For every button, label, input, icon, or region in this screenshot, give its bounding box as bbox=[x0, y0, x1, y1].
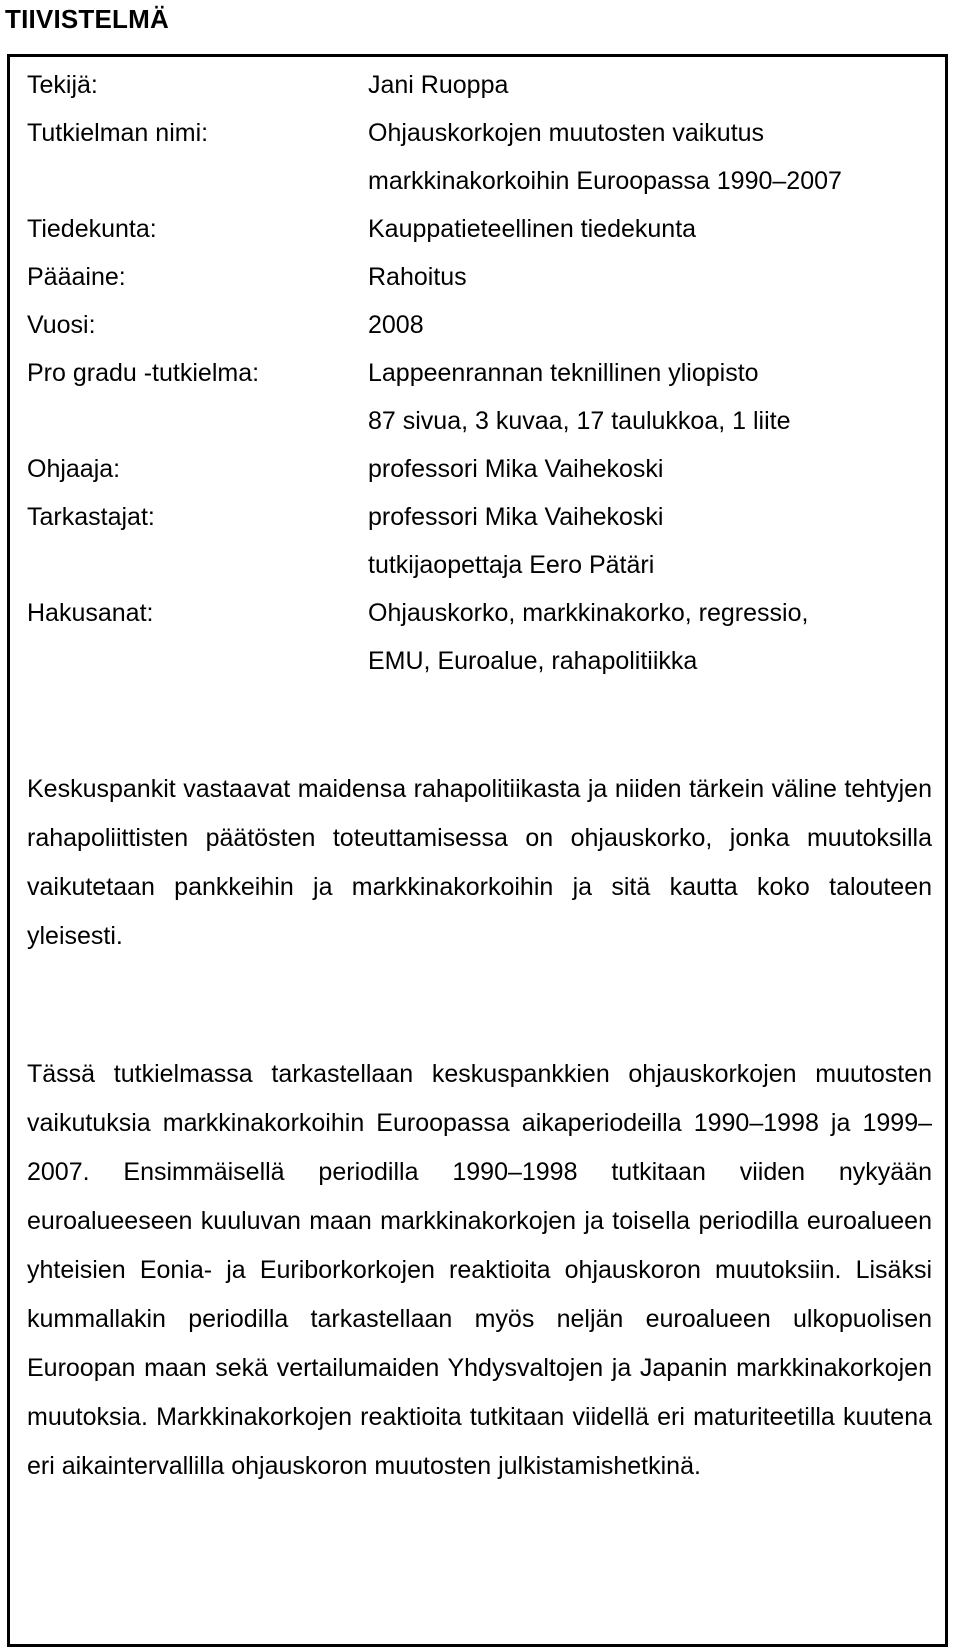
meta-label: Tiedekunta: bbox=[27, 215, 157, 243]
meta-row-thesis-title-cont bbox=[10, 157, 945, 206]
meta-row-faculty bbox=[10, 205, 945, 254]
page-title: TIIVISTELMÄ bbox=[5, 4, 169, 34]
meta-label: Pääaine: bbox=[27, 263, 126, 291]
abstract-box bbox=[7, 54, 948, 1647]
meta-row-thesis-title bbox=[10, 109, 945, 158]
abstract-paragraph: Keskuspankit vastaavat maidensa rahapolitiikasta ja niiden tärkein väline tehtyjen rahapoliittisten päätösten toteuttamisessa on ohjauskorko, jonka muutoksilla vaikutetaan pankkeihin ja markkinakorkoihin ja sitä kautta koko talouteen yleisesti. bbox=[27, 775, 932, 950]
meta-label: Tutkielman nimi: bbox=[27, 119, 209, 147]
meta-label: Hakusanat: bbox=[27, 599, 154, 627]
meta-value: markkinakorkoihin Euroopassa 1990–2007 bbox=[368, 167, 842, 195]
meta-value: EMU, Euroalue, rahapolitiikka bbox=[368, 647, 698, 675]
meta-row-author bbox=[10, 61, 945, 110]
meta-row-major bbox=[10, 253, 945, 302]
abstract-paragraph: Tässä tutkielmassa tarkastellaan keskuspankkien ohjauskorkojen muutosten vaikutuksia markkinakorkoihin Euroopassa aikaperiodeilla 1990–1998 ja 1999–2007. Ensimmäisellä periodilla 1990–1998 tutkitaan viiden nykyään euroalueeseen kuuluvan maan markkinakorkojen ja toisella periodilla euroalueen yhteisien Eonia- ja Euriborkorkojen reaktioita ohjauskoron muutoksiin. Lisäksi kummallakin periodilla tarkastellaan myös neljän euroalueen ulkopuolisen Euroopan maan sekä vertailumaiden Yhdysvaltojen ja Japanin markkinakorkojen muutoksia. Markkinakorkojen reaktioita tutkitaan viidellä eri maturiteetilla kuutena eri aikaintervallilla ohjauskoron muutosten julkistamishetkinä. bbox=[27, 1060, 932, 1480]
meta-value: professori Mika Vaihekoski bbox=[368, 455, 664, 483]
meta-row-thesis-type bbox=[10, 349, 945, 398]
meta-label: Pro gradu -tutkielma: bbox=[27, 359, 260, 387]
meta-row-examiners bbox=[10, 493, 945, 542]
meta-value: Lappeenrannan teknillinen yliopisto bbox=[368, 359, 759, 387]
meta-value: Rahoitus bbox=[368, 263, 467, 291]
meta-row-examiners-cont bbox=[10, 541, 945, 590]
meta-value: professori Mika Vaihekoski bbox=[368, 503, 664, 531]
meta-value: tutkijaopettaja Eero Pätäri bbox=[368, 551, 655, 579]
meta-row-keywords bbox=[10, 589, 945, 638]
meta-row-supervisor bbox=[10, 445, 945, 494]
meta-label: Ohjaaja: bbox=[27, 455, 121, 483]
meta-value: Ohjauskorko, markkinakorko, regressio, bbox=[368, 599, 809, 627]
meta-value: Jani Ruoppa bbox=[368, 71, 509, 99]
meta-value: 87 sivua, 3 kuvaa, 17 taulukkoa, 1 liite bbox=[368, 407, 791, 435]
meta-row-year bbox=[10, 301, 945, 350]
meta-value: Ohjauskorkojen muutosten vaikutus bbox=[368, 119, 765, 147]
meta-label: Tekijä: bbox=[27, 71, 98, 99]
meta-value: Kauppatieteellinen tiedekunta bbox=[368, 215, 697, 243]
meta-label: Tarkastajat: bbox=[27, 503, 155, 531]
meta-label: Vuosi: bbox=[27, 311, 96, 339]
meta-value: 2008 bbox=[368, 311, 424, 339]
meta-row-keywords-cont bbox=[10, 637, 945, 686]
meta-row-page-count bbox=[10, 397, 945, 446]
